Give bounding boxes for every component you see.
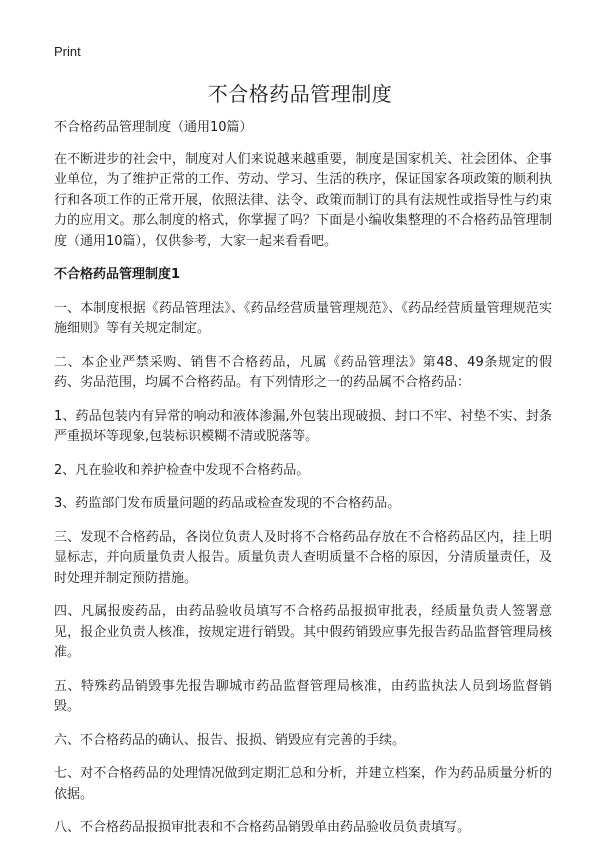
paragraph-5: 3、药监部门发布质量问题的药品或检查发现的不合格药品。 <box>54 496 401 511</box>
section-heading: 不合格药品管理制度1 <box>54 267 181 282</box>
print-link[interactable]: Print <box>54 44 81 59</box>
intro-paragraph: 在不断进步的社会中，制度对人们来说越来越重要，制度是国家机关、社会团体、企事业单位，为了维护正常的工作、劳动、学习、生活的秩序，保证国家各项政策的顺利执行和各项工作的正常开展，依照法律、法令、政策而制订的具有法规性或指导性与约束力的应用文。那么制度的格式，你掌握了吗？下面是小编收集整理的不合格药品管理制度（通用10篇），仅供参考，大家一起来看看吧。 <box>54 151 552 249</box>
document-title: 不合格药品管理制度 <box>207 82 393 106</box>
paragraph-11: 八、不合格药品报损审批表和不合格药品销毁单由药品验收员负责填写。 <box>54 820 471 835</box>
paragraph-6: 三、发现不合格药品，各岗位负责人及时将不合格药品存放在不合格药品区内，挂上明显标志，并向质量负责人报告。质量负责人查明质量不合格的原因，分清质量责任，及时处理并制定预防措施。 <box>54 529 552 586</box>
paragraph-9: 六、不合格药品的确认、报告、报损、销毁应有完善的手续。 <box>54 732 406 748</box>
document-body <box>54 118 552 852</box>
paragraph-8: 五、特殊药品销毁事先报告聊城市药品监督管理局核准，由药监执法人员到场监督销毁。 <box>54 678 552 714</box>
paragraph-1: 一、本制度根据《药品管理法》、《药品经营质量管理规范》、《药品经营质量管理规范实施细则》等有关规定制定。 <box>54 300 552 336</box>
paragraph-10: 七、对不合格药品的处理情况做到定期汇总和分析，并建立档案，作为药品质量分析的依据。 <box>54 766 552 802</box>
paragraph-7: 四、凡属报废药品，由药品验收员填写不合格药品报损审批表，经质量负责人签署意见，报企业负责人核准，按规定进行销毁。其中假药销毁应事先报告药品监督管理局核准。 <box>54 604 552 660</box>
paragraph-2: 二、本企业严禁采购、销售不合格药品，凡属《药品管理法》第48、49条规定的假药、劣品范围，均属不合格药品。有下列情形之一的药品属不合格药品： <box>54 354 552 390</box>
document-subtitle: 不合格药品管理制度（通用10篇） <box>54 120 253 135</box>
paragraph-3: 1、药品包装内有异常的响动和液体渗漏,外包装出现破损、封口不牢、衬垫不实、封条严重损坏等现象,包装标识模糊不清或脱落等。 <box>54 408 552 444</box>
paragraph-4: 2、凡在验收和养护检查中发现不合格药品。 <box>54 462 310 478</box>
